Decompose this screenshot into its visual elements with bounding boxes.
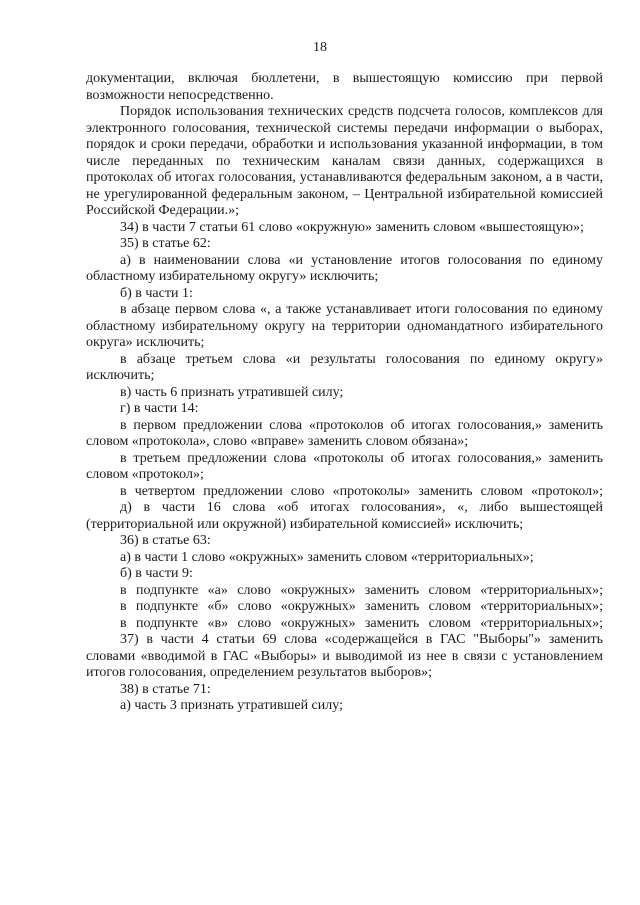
- page-number: 18: [313, 40, 327, 55]
- paragraph: в третьем предложении слова «протоколы об итогах голосования,» заменить словом «протокол»;: [86, 450, 603, 482]
- paragraph: 37) в части 4 статьи 69 слова «содержащейся в ГАС "Выборы"» заменить словами «вводимой в ГАС «Выборы» и выводимой из нее в связи с установлением итогов голосования, определением результатов выборов»;: [86, 632, 603, 680]
- paragraph: 34) в части 7 статьи 61 слово «окружную» заменить словом «вышестоящую»;: [120, 219, 584, 235]
- paragraph: а) в части 1 слово «окружных» заменить словом «территориальных»;: [120, 549, 534, 565]
- paragraph: в первом предложении слова «протоколов об итогах голосования,» заменить словом «протокола», слово «вправе» заменить словом обязана»;: [86, 417, 603, 449]
- paragraph: в подпункте «в» слово «окружных» заменить словом «территориальных»;: [120, 615, 603, 631]
- paragraph: б) в части 1:: [120, 285, 193, 301]
- paragraph: г) в части 14:: [120, 401, 199, 416]
- paragraph: в абзаце третьем слова «и результаты голосования по единому округу» исключить;: [86, 351, 603, 383]
- paragraph: 38) в статье 71:: [120, 681, 211, 697]
- paragraph: Порядок использования технических средств подсчета голосов, комплексов для электронного голосования, технической системы передачи информации о выборах, порядок и сроки передачи, обработки и использования указанной информации, в том числе переданных по техническим каналам связи данных, содержащихся в протоколах об итогах голосования, устанавливаются федеральным законом, а в части, не урегулированной федеральным законом, – Центральной избирательной комиссией Российской Федерации.»;: [86, 104, 603, 218]
- paragraph: 36) в статье 63:: [120, 533, 211, 548]
- paragraph: 35) в статье 62:: [120, 236, 211, 251]
- paragraph: в подпункте «б» слово «окружных» заменить словом «территориальных»;: [120, 599, 603, 614]
- paragraph: а) часть 3 признать утратившей силу;: [120, 698, 343, 713]
- document-body: [86, 71, 603, 715]
- paragraph: в четвертом предложении слово «протоколы» заменить словом «протокол»;: [120, 483, 603, 499]
- paragraph: б) в части 9:: [120, 566, 193, 581]
- paragraph: в подпункте «а» слово «окружных» заменить словом «территориальных»;: [120, 582, 603, 598]
- paragraph: а) в наименовании слова «и установление итогов голосования по единому областному избирательному округу» исключить;: [86, 252, 603, 284]
- paragraph: д) в части 16 слова «об итогах голосования», «, либо вышестоящей (территориальной или окружной) избирательной комиссией» исключить;: [86, 500, 603, 532]
- paragraph: в) часть 6 признать утратившей силу;: [120, 384, 344, 400]
- paragraph: документации, включая бюллетени, в вышестоящую комиссию при первой возможности непосредственно.: [86, 71, 603, 103]
- paragraph: в абзаце первом слова «, а также устанавливает итоги голосования по единому областному избирательному округу на территории одномандатного избирательного округа» исключить;: [86, 302, 603, 350]
